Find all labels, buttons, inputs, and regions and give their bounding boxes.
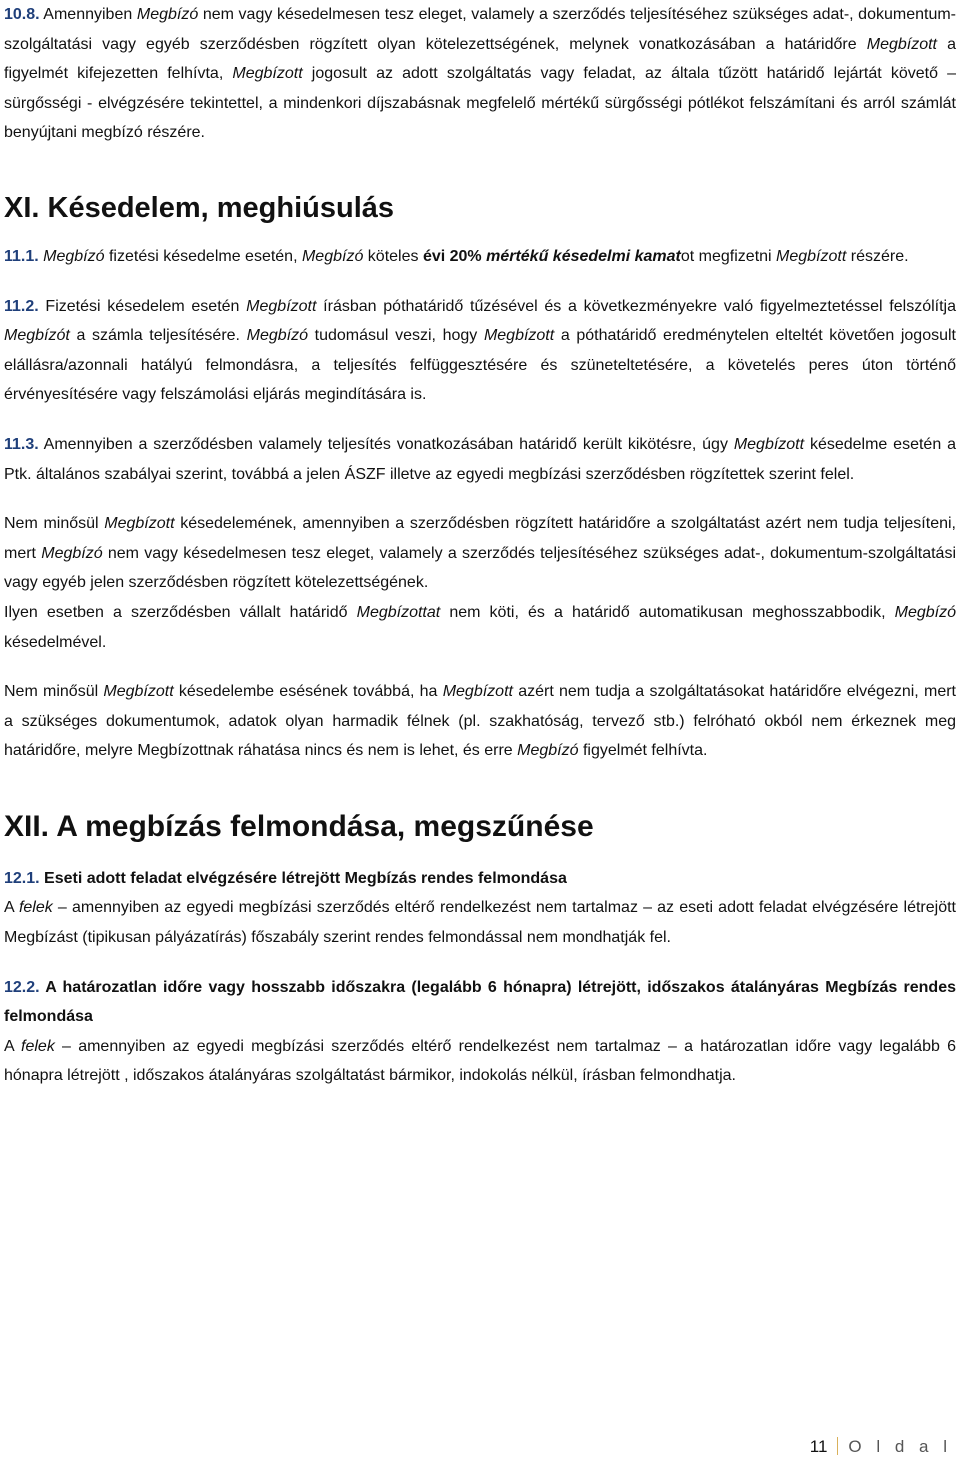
section-number: 12.2. bbox=[4, 978, 40, 996]
paragraph-10-8: 10.8. Amennyiben Megbízó nem vagy késedelmesen tesz eleget, valamely a szerződés teljesítéséhez szükséges adat-, dokumentum-szolgáltatási vagy egyéb szerződésben rögzített olyan kötelezettségének, melynek vonatkozásában a határidőre Megbízott a figyelmét kifejezetten felhívta, Megbízott jogosult az adott szolgáltatás vagy feladat, az általa tűzött határidő lejártát követő – sürgősségi - elvégzésére tekintettel, a mindenkori díjszabásnak megfelelő mértékű sürgősségi pótlékot felszámítani és arról számlát benyújtani megbízó részére. bbox=[4, 6, 957, 142]
page-number: 11 bbox=[809, 1437, 828, 1456]
heading-xi: XI. Késedelem, meghiúsulás bbox=[4, 191, 395, 224]
document-page bbox=[4, 0, 956, 1091]
paragraph-11-2: 11.2. Fizetési késedelem esetén Megbízott írásban póthatáridő tűzésével és a következményekre való figyelmeztetéssel felszólítja Megbízót a számla teljesítésére. Megbízó tudomásul veszi, hogy Megbízott a póthatáridő eredménytelen elteltét követően jogosult elállásra/azonnali hatályú felmondásra, a teljesítés felfüggesztésére és szüneteltetésére, a követelés peres úton történő érvényesítésére vagy felszámolási eljárás megindítására is. bbox=[4, 297, 957, 404]
paragraph-nem-minosul-2: Nem minősül Megbízott késedelembe esésének továbbá, ha Megbízott azért nem tudja a szolgáltatásokat határidőre elvégezni, mert a szükséges dokumentumok, adatok olyan harmadik félnek (pl. szakhatóság, tervező stb.) felróható okból nem érkeznek meg határidőre, melyre Megbízottnak ráhatása nincs és nem is lehet, és erre Megbízó figyelmét felhívta. bbox=[4, 683, 956, 760]
subheading-12-1: 12.1. Eseti adott feladat elvégzésére létrejött Megbízás rendes felmondása bbox=[4, 869, 567, 887]
section-number: 11.2. bbox=[4, 297, 39, 315]
heading-xii: XII. A megbízás felmondása, megszűnése bbox=[4, 809, 594, 843]
page-word: O l d a l bbox=[848, 1437, 952, 1456]
section-number: 11.3. bbox=[4, 435, 39, 453]
section-number: 11.1. bbox=[4, 247, 39, 265]
paragraph-11-3: 11.3. Amennyiben a szerződésben valamely teljesítés vonatkozásában határidő került kikötésre, úgy Megbízott késedelme esetén a Ptk. általános szabályai szerint, továbbá a jelen ÁSZF illetve az egyedi megbízási szerződésben rögzítettek szerint felel. bbox=[4, 435, 956, 483]
section-number: 10.8. bbox=[4, 6, 40, 23]
footer-divider bbox=[837, 1437, 838, 1455]
paragraph-11-1: 11.1. Megbízó fizetési késedelme esetén, Megbízó köteles évi 20% mértékű késedelmi kamatot megfizetni Megbízott részére. bbox=[4, 247, 909, 265]
page-footer bbox=[810, 1432, 952, 1462]
paragraph-12-1: A felek – amennyiben az egyedi megbízási szerződés eltérő rendelkezést nem tartalmaz – az eseti adott feladat elvégzésére létrejött Megbízást (tipikusan pályázatírás) főszabály szerint rendes felmondással nem mondhatják fel. bbox=[4, 899, 957, 947]
paragraph-ilyen-esetben: Ilyen esetben a szerződésben vállalt határidő Megbízottat nem köti, és a határidő automatikusan meghosszabbodik, Megbízó késedelmével. bbox=[4, 603, 956, 651]
paragraph-12-2: A felek – amennyiben az egyedi megbízási szerződés eltérő rendelkezést nem tartalmaz – a határozatlan időre vagy legalább 6 hónapra létrejött , időszakos átalányáras szolgáltatást bármikor, indokolás nélkül, írásban felmondhatja. bbox=[4, 1037, 957, 1085]
paragraph-nem-minosul-1: Nem minősül Megbízott késedelemének, amennyiben a szerződésben rögzített határidőre a szolgáltatást azért nem tudja teljesíteni, mert Megbízó nem vagy késedelmesen tesz eleget, valamely a szerződés teljesítéséhez szükséges adat-, dokumentum-szolgáltatási vagy egyéb jelen szerződésben rögzített kötelezettségének. bbox=[4, 515, 956, 592]
subheading-12-2: 12.2. A határozatlan időre vagy hosszabb időszakra (legalább 6 hónapra) létrejött, időszakos átalányáras Megbízás rendes felmondása bbox=[4, 978, 956, 1026]
section-number: 12.1. bbox=[4, 869, 40, 887]
